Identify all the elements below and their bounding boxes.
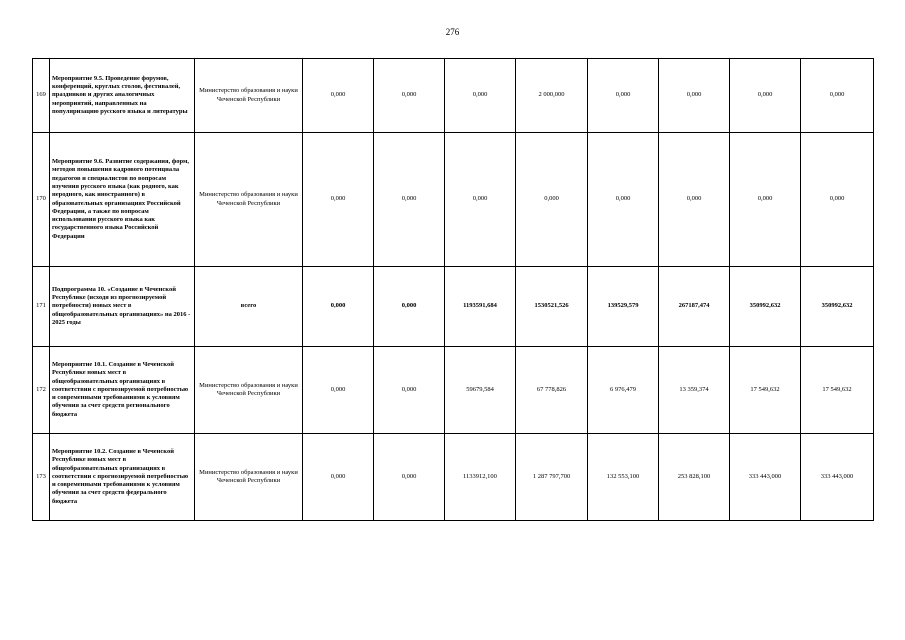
row-value: 350992,632 <box>801 267 874 347</box>
row-value: 350992,632 <box>730 267 801 347</box>
row-executor: Министерство образования и науки Чеченской Республики <box>195 133 303 267</box>
row-number: 171 <box>33 267 50 347</box>
row-executor: Министерство образования и науки Чеченской Республики <box>195 59 303 133</box>
row-number: 172 <box>33 347 50 434</box>
page-number: 276 <box>445 27 460 37</box>
row-value: 0,000 <box>374 133 445 267</box>
row-value: 0,000 <box>303 133 374 267</box>
row-number: 169 <box>33 59 50 133</box>
row-value: 0,000 <box>303 434 374 521</box>
row-value: 0,000 <box>801 133 874 267</box>
row-description: Мероприятие 10.1. Создание в Чеченской Республике новых мест в общеобразовательных организациях в соответствии с прогнозируемой потребностью и современными требованиями к условиям обучения за счет средств регионального бюджета <box>50 347 195 434</box>
row-value: 0,000 <box>303 59 374 133</box>
row-value: 0,000 <box>588 133 659 267</box>
row-value: 0,000 <box>303 267 374 347</box>
row-executor: всего <box>195 267 303 347</box>
row-description: Мероприятие 9.6. Развитие содержания, форм, методов повышения кадрового потенциала педагогов и специалистов по вопросам изучения русского языка (как родного, как неродного, как иностранного) в образовательных организациях Российской Федерации, а также по вопросам использования русского языка как государственного языка Российской Федерации <box>50 133 195 267</box>
row-description: Подпрограмма 10. «Создание в Чеченской Республике (исходя из прогнозируемой потребности) новых мест в общеобразовательных организациях» на 2016 - 2025 годы <box>50 267 195 347</box>
row-value: 0,000 <box>588 59 659 133</box>
row-value: 1530521,526 <box>516 267 588 347</box>
row-value: 0,000 <box>516 133 588 267</box>
row-value: 13 359,374 <box>659 347 730 434</box>
row-number: 173 <box>33 434 50 521</box>
row-value: 132 553,100 <box>588 434 659 521</box>
row-value: 67 778,826 <box>516 347 588 434</box>
table-row <box>33 267 874 347</box>
row-value: 0,000 <box>445 59 516 133</box>
row-value: 0,000 <box>730 133 801 267</box>
table-row <box>33 434 874 521</box>
row-value: 17 549,632 <box>730 347 801 434</box>
row-value: 6 976,479 <box>588 347 659 434</box>
row-value: 2 000,000 <box>516 59 588 133</box>
row-value: 0,000 <box>659 133 730 267</box>
table-row <box>33 347 874 434</box>
row-value: 267187,474 <box>659 267 730 347</box>
table-row <box>33 133 874 267</box>
row-value: 253 828,100 <box>659 434 730 521</box>
row-value: 0,000 <box>374 59 445 133</box>
row-value: 1133912,100 <box>445 434 516 521</box>
row-value: 0,000 <box>374 347 445 434</box>
row-value: 333 443,000 <box>730 434 801 521</box>
row-value: 0,000 <box>730 59 801 133</box>
row-value: 1 287 797,700 <box>516 434 588 521</box>
row-value: 0,000 <box>374 434 445 521</box>
row-value: 333 443,000 <box>801 434 874 521</box>
row-description: Мероприятие 10.2. Создание в Чеченской Республике новых мест в общеобразовательных организациях в соответствии с прогнозируемой потребностью и современными требованиями к условиям обучения за счет средств федерального бюджета <box>50 434 195 521</box>
table-row <box>33 59 874 133</box>
row-value: 1193591,684 <box>445 267 516 347</box>
row-value: 0,000 <box>374 267 445 347</box>
budget-table <box>32 58 874 521</box>
row-executor: Министерство образования и науки Чеченской Республики <box>195 434 303 521</box>
row-number: 170 <box>33 133 50 267</box>
row-value: 17 549,632 <box>801 347 874 434</box>
row-executor: Министерство образования и науки Чеченской Республики <box>195 347 303 434</box>
row-value: 59679,584 <box>445 347 516 434</box>
row-value: 0,000 <box>445 133 516 267</box>
row-value: 139529,579 <box>588 267 659 347</box>
row-value: 0,000 <box>303 347 374 434</box>
row-value: 0,000 <box>659 59 730 133</box>
row-description: Мероприятие 9.5. Проведение форумов, конференций, круглых столов, фестивалей, праздников и других аналогичных мероприятий, направленных на популяризацию русского языка и литературы <box>50 59 195 133</box>
row-value: 0,000 <box>801 59 874 133</box>
